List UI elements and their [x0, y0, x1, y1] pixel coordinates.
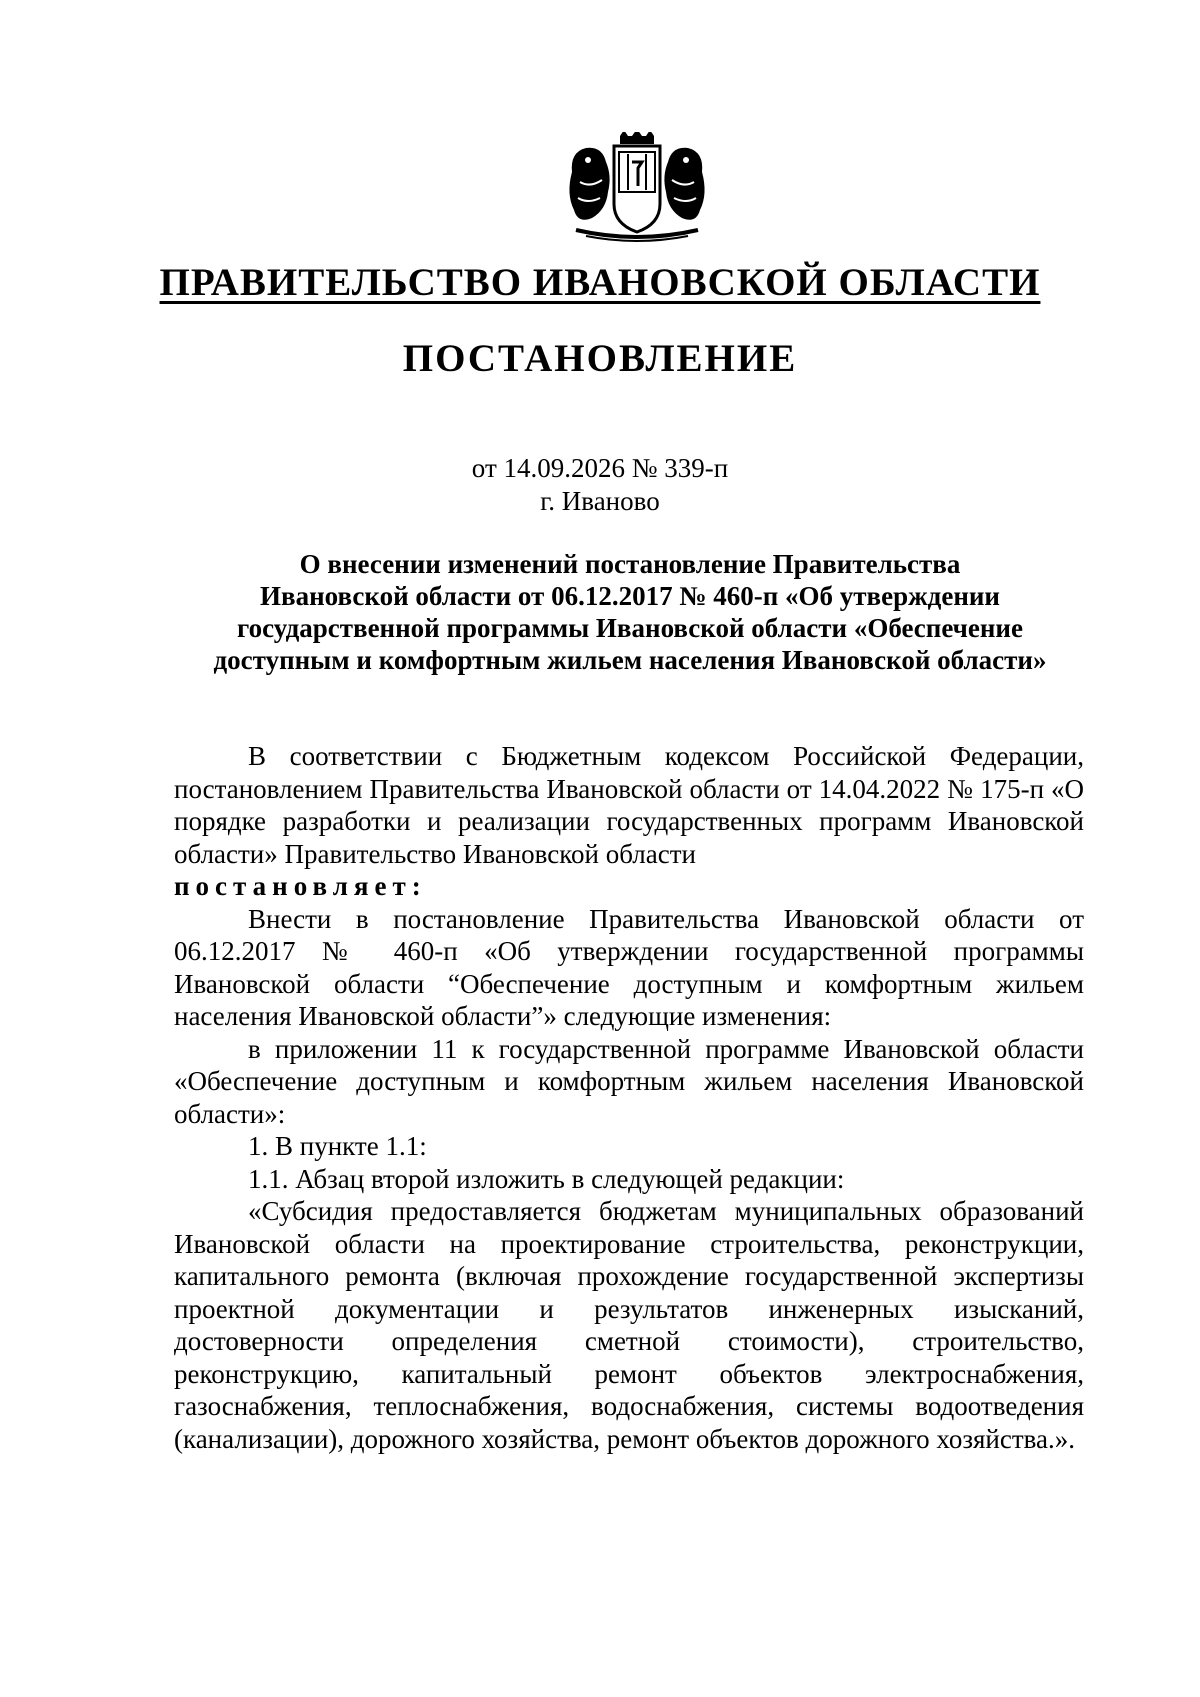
document-date-number: от 14.09.2026 № 339-п: [471, 453, 729, 483]
document-type: ПОСТАНОВЛЕНИЕ: [402, 337, 798, 380]
resolves-paragraph: [174, 870, 1084, 903]
heading-line-2: Ивановской области от 06.12.2017 № 460-п «Об утверждении: [260, 581, 1000, 611]
document-body: [174, 740, 1084, 1455]
resolves-word: постановляет:: [174, 871, 427, 901]
item-paragraph: 1. В пункте 1.1:: [248, 1131, 427, 1161]
document-meta: [0, 452, 1200, 518]
subsidy-paragraph: «Субсидия предоставляется бюджетам муниципальных образований Ивановской области на проектирование строительства, реконструкции, капитального ремонта (включая прохождение государственной экспертизы проектной документации и результатов инженерных изысканий, достоверности определения сметной стоимости), строительство, реконструкцию, капитальный ремонт объектов электроснабжения, газоснабжения, теплоснабжения, водоснабжения, системы водоотведения (канализации), дорожного хозяйства, ремонт объектов дорожного хозяйства.».: [174, 1196, 1084, 1454]
amendment-paragraph: Внести в постановление Правительства Ивановской области от 06.12.2017 № 460-п «Об утверждении государственной программы Ивановской области “Обеспечение доступным и комфортным жильем населения Ивановской области”» следующие изменения:: [174, 903, 1084, 1031]
government-title: [0, 262, 1200, 305]
subitem-paragraph: 1.1. Абзац второй изложить в следующей редакции:: [248, 1163, 845, 1194]
heading-line-3: государственной программы Ивановской области «Обеспечение: [237, 613, 1023, 643]
coat-of-arms-icon: [562, 132, 712, 244]
document-heading: [170, 548, 1090, 676]
heading-line-4: доступным и комфортным жильем населения Ивановской области»: [213, 645, 1047, 675]
preamble-paragraph: В соответствии с Бюджетным кодексом Российской Федерации, постановлением Правительства Ивановской области от 14.04.2022 № 175-п «О порядке разработки и реализации государственных программ Ивановской области» Правительство Ивановской области: [174, 741, 1084, 869]
government-name: ПРАВИТЕЛЬСТВО ИВАНОВСКОЙ ОБЛАСТИ: [159, 261, 1041, 304]
document-city: г. Иваново: [540, 486, 660, 516]
heading-line-1: О внесении изменений постановление Правительства: [299, 549, 961, 579]
appendix-paragraph: в приложении 11 к государственной программе Ивановской области «Обеспечение доступным и комфортным жильем населения Ивановской области»:: [174, 1033, 1084, 1129]
